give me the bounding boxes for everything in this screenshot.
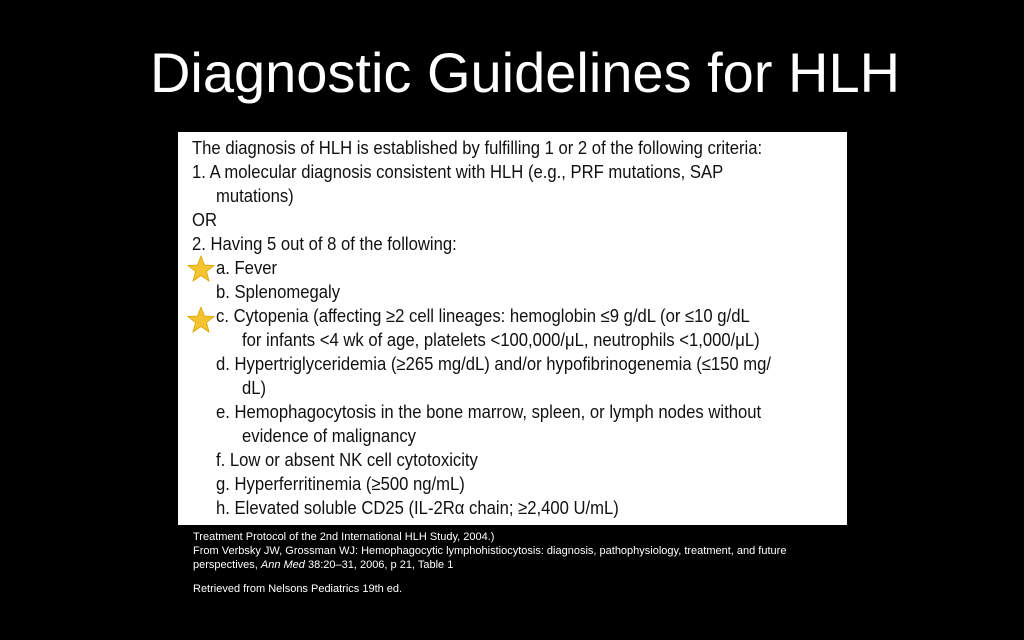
criterion-e-cont: evidence of malignancy — [242, 425, 417, 446]
criteria-intro: The diagnosis of HLH is established by fulfilling 1 or 2 of the following criteria: — [192, 137, 763, 158]
criterion-c: c. Cytopenia (affecting ≥2 cell lineages: hemoglobin ≤9 g/dL (or ≤10 g/dL — [216, 305, 750, 326]
criterion-d-cont: dL) — [242, 377, 267, 398]
source-line-3 — [193, 558, 786, 572]
source-line-3-post: 38:20–31, 2006, p 21, Table 1 — [304, 559, 454, 571]
criterion-h: h. Elevated soluble CD25 (IL-2Rα chain; ≥2,400 U/mL) — [216, 497, 619, 518]
criterion-g: g. Hyperferritinemia (≥500 ng/mL) — [216, 473, 465, 494]
retrieved-note: Retrieved from Nelsons Pediatrics 19th ed. — [193, 583, 403, 595]
criterion-2: 2. Having 5 out of 8 of the following: — [192, 233, 457, 254]
source-line-3-pre: perspectives, — [193, 559, 261, 571]
criterion-b: b. Splenomegaly — [216, 281, 341, 302]
star-icon — [187, 306, 215, 334]
source-citation — [193, 530, 786, 596]
criterion-a: a. Fever — [216, 257, 278, 278]
criterion-d: d. Hypertriglyceridemia (≥265 mg/dL) and/or hypofibrinogenemia (≤150 mg/ — [216, 353, 772, 374]
journal-name: Ann Med — [260, 559, 305, 571]
criterion-f: f. Low or absent NK cell cytotoxicity — [216, 449, 478, 470]
slide-title: Diagnostic Guidelines for HLH — [149, 41, 901, 104]
or-label: OR — [192, 209, 217, 230]
source-line-1: Treatment Protocol of the 2nd International HLH Study, 2004.) — [193, 531, 495, 543]
star-icon — [187, 255, 215, 283]
criteria-table-image — [178, 132, 847, 525]
criterion-c-cont: for infants <4 wk of age, platelets <100,000/μL, neutrophils <1,000/μL) — [242, 329, 760, 350]
criterion-1-cont: mutations) — [216, 185, 294, 206]
source-line-2: From Verbsky JW, Grossman WJ: Hemophagocytic lymphohistiocytosis: diagnosis, pathophysiology, treatment, and future — [193, 545, 787, 557]
criterion-e: e. Hemophagocytosis in the bone marrow, spleen, or lymph nodes without — [216, 401, 762, 422]
criterion-1: 1. A molecular diagnosis consistent with HLH (e.g., PRF mutations, SAP — [192, 161, 724, 182]
